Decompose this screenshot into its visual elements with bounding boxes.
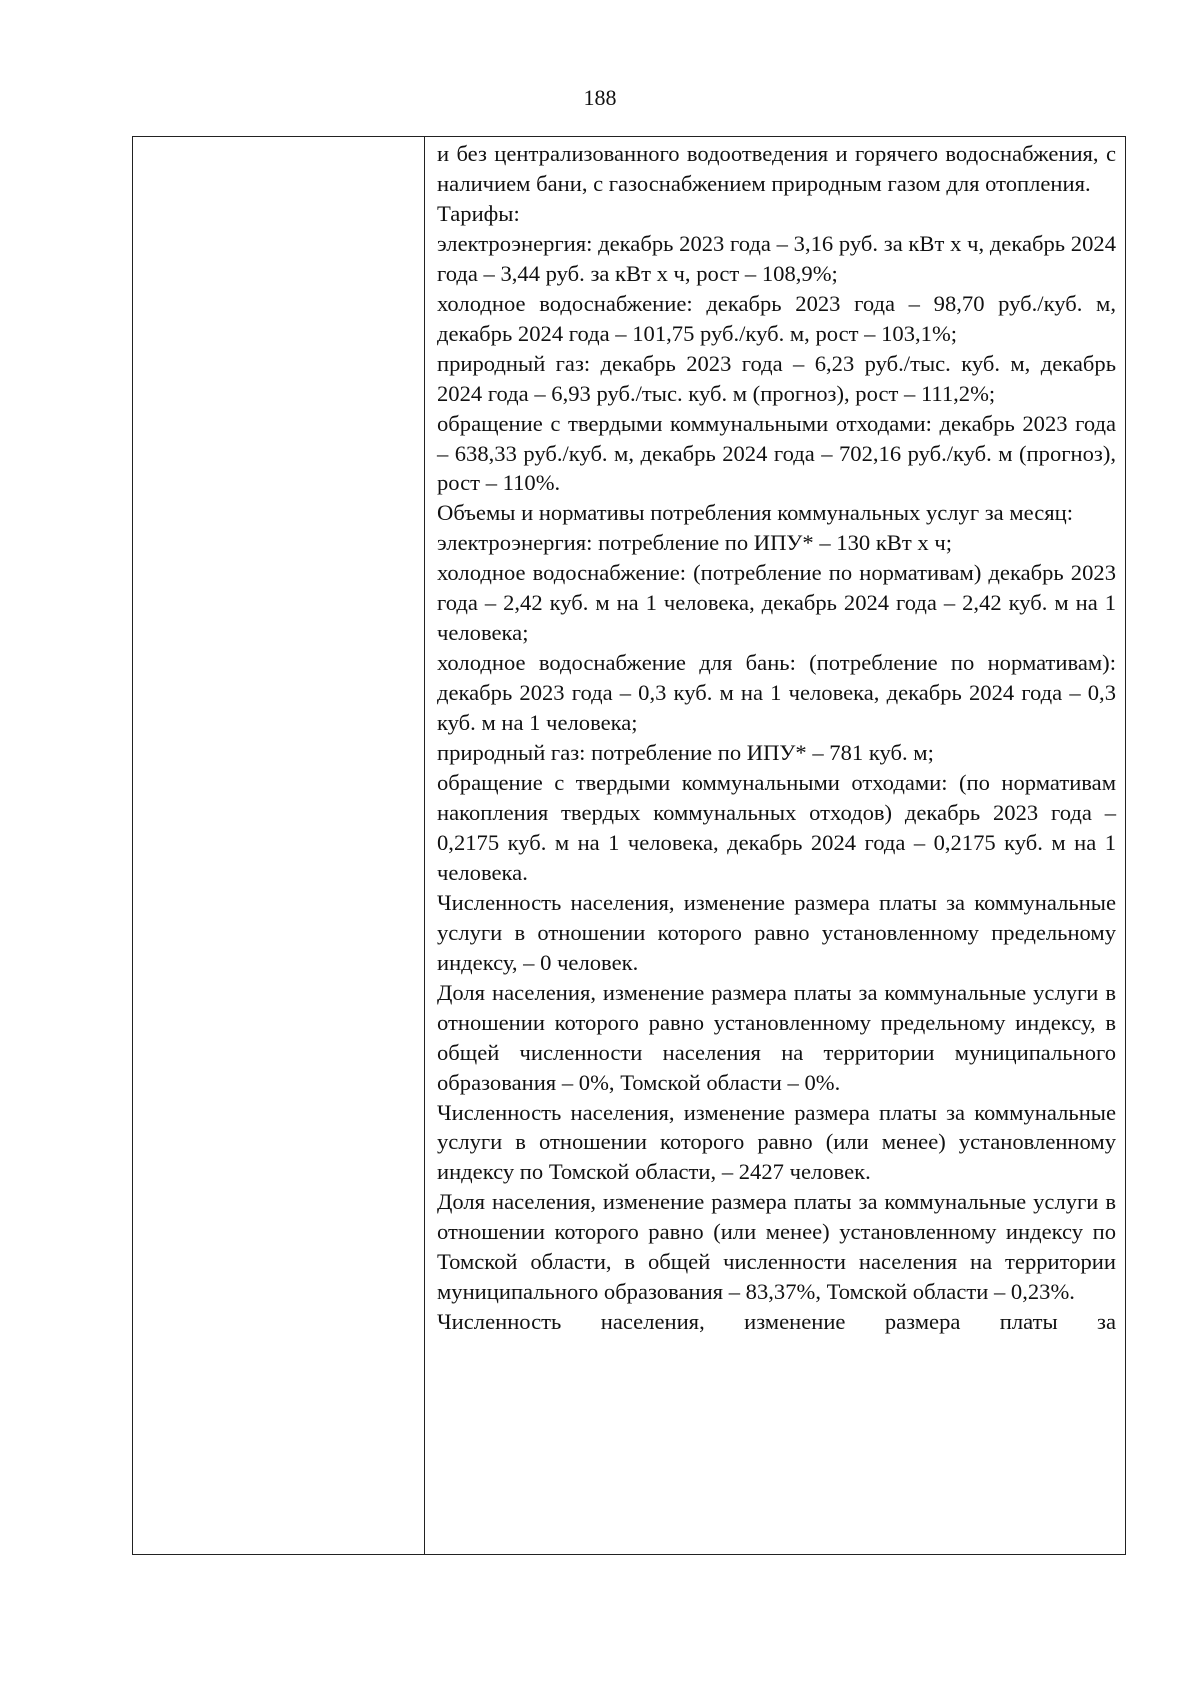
paragraph-volume-electricity: электроэнергия: потребление по ИПУ* – 130 кВт х ч; (437, 530, 952, 556)
paragraph-population-regional-index: Численность населения, изменение размера платы за коммунальные услуги в отношении которого равно (или менее) установленному индексу по Томской области, – 2427 человек. (437, 1099, 1116, 1185)
paragraph-tariff-electricity: электроэнергия: декабрь 2023 года – 3,16 руб. за кВт х ч, декабрь 2024 года – 3,44 руб. за кВт х ч, рост – 108,9%; (437, 230, 1116, 286)
paragraph-volume-cold-water: холодное водоснабжение: (потребление по нормативам) декабрь 2023 года – 2,42 куб. м на 1 человека, декабрь 2024 года – 2,42 куб. м на 1 человека; (437, 560, 1116, 646)
table-left-cell (133, 137, 425, 1554)
paragraph-tariff-solid-waste: обращение с твердыми коммунальными отходами: декабрь 2023 года – 638,33 руб./куб. м, декабрь 2024 года – 702,16 руб./куб. м (прогноз), рост – 110%. (437, 410, 1116, 496)
paragraph-tariff-natural-gas: природный газ: декабрь 2023 года – 6,23 руб./тыс. куб. м, декабрь 2024 года – 6,93 руб./тыс. куб. м (прогноз), рост – 111,2%; (437, 350, 1116, 406)
paragraph-share-equal-limit: Доля населения, изменение размера платы за коммунальные услуги в отношении которого равно установленному предельному индексу, в общей численности населения на территории муниципального образования – 0%, Томской области – 0%. (437, 979, 1116, 1095)
paragraph-tariff-cold-water: холодное водоснабжение: декабрь 2023 года – 98,70 руб./куб. м, декабрь 2024 года – 101,75 руб./куб. м, рост – 103,1%; (437, 290, 1116, 346)
content-table (132, 136, 1126, 1555)
table-right-cell (425, 137, 1125, 1554)
paragraph-population-equal-limit: Численность населения, изменение размера платы за коммунальные услуги в отношении которого равно установленному предельному индексу, – 0 человек. (437, 889, 1116, 975)
paragraph-volumes-heading: Объемы и нормативы потребления коммунальных услуг за месяц: (437, 500, 1074, 526)
paragraph-tariffs-heading: Тарифы: (437, 200, 520, 226)
paragraph-intro: и без централизованного водоотведения и горячего водоснабжения, с наличием бани, с газоснабжением природным газом для отопления. (437, 141, 1116, 196)
paragraph-share-regional-index: Доля населения, изменение размера платы за коммунальные услуги в отношении которого равно (или менее) установленному индексу по Томской области, в общей численности населения на территории муниципального образования – 83,37%, Томской области – 0,23%. (437, 1189, 1116, 1305)
paragraph-volume-natural-gas: природный газ: потребление по ИПУ* – 781 куб. м; (437, 740, 934, 766)
paragraph-volume-solid-waste: обращение с твердыми коммунальными отходами: (по нормативам накопления твердых коммунальных отходов) декабрь 2023 года – 0,2175 куб. м на 1 человека, декабрь 2024 года – 0,2175 куб. м на 1 человека. (437, 770, 1116, 885)
page-number: 188 (583, 85, 617, 110)
paragraph-population-continued: Численность населения, изменение размера платы за (437, 1309, 1116, 1335)
paragraph-volume-bath-water: холодное водоснабжение для бань: (потребление по нормативам): декабрь 2023 года – 0,3 куб. м на 1 человека, декабрь 2024 года – 0,3 куб. м на 1 человека; (437, 650, 1116, 736)
